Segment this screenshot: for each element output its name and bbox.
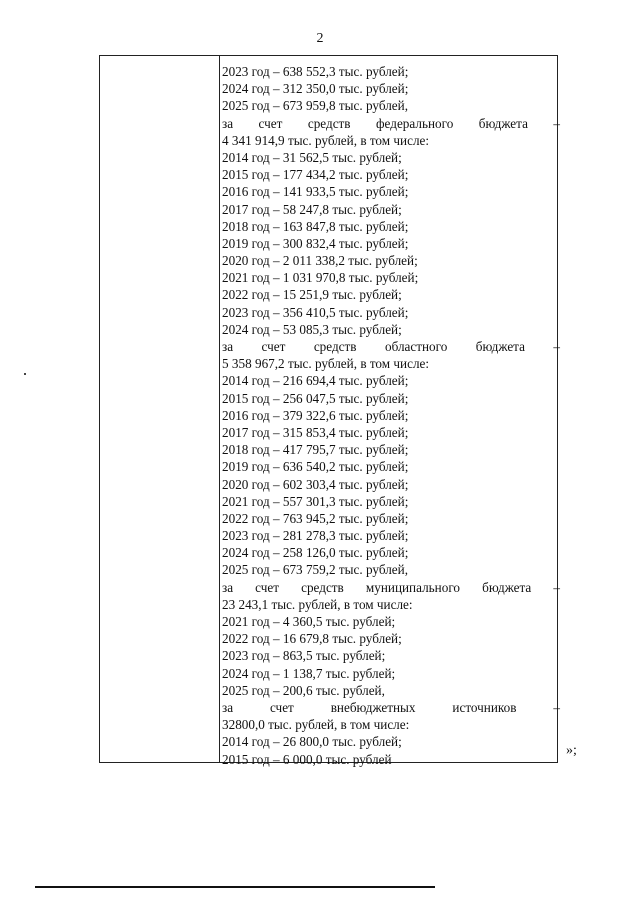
heading-word: за [222, 699, 234, 715]
funding-line: 2023 год – 863,5 тыс. рублей; [222, 648, 386, 664]
heading-word: средств [313, 339, 357, 354]
funding-line: 5 358 967,2 тыс. рублей, в том числе: [222, 356, 430, 372]
funding-line: 32800,0 тыс. рублей, в том числе: [222, 717, 410, 733]
funding-line: 4 341 914,9 тыс. рублей, в том числе: [222, 132, 430, 148]
funding-source-heading [222, 338, 560, 355]
funding-line: 2021 год – 1 031 970,8 тыс. рублей; [222, 270, 419, 286]
heading-word: за [222, 115, 234, 131]
heading-word: – [553, 339, 560, 354]
funding-line: 23 243,1 тыс. рублей, в том числе: [222, 596, 413, 612]
funding-source-heading [222, 115, 560, 132]
heading-word: счет [261, 339, 286, 354]
heading-word: бюджета [482, 579, 532, 595]
funding-line: 2023 год – 356 410,5 тыс. рублей; [222, 304, 409, 320]
funding-line: 2021 год – 557 301,3 тыс. рублей; [222, 493, 409, 509]
funding-source-heading [222, 699, 560, 716]
funding-line: 2025 год – 673 759,2 тыс. рублей, [222, 562, 408, 578]
heading-word: внебюджетных [330, 699, 416, 715]
funding-line: 2020 год – 2 011 338,2 тыс. рублей; [222, 253, 418, 269]
footer-rule [35, 886, 435, 888]
heading-word: бюджета [478, 115, 528, 131]
funding-line: 2024 год – 53 085,3 тыс. рублей; [222, 321, 402, 337]
funding-line: 2018 год – 163 847,8 тыс. рублей; [222, 218, 409, 234]
funding-line: 2017 год – 58 247,8 тыс. рублей; [222, 201, 402, 217]
funding-line: 2018 год – 417 795,7 тыс. рублей; [222, 442, 409, 458]
funding-line: 2025 год – 200,6 тыс. рублей, [222, 682, 385, 698]
funding-line: 2022 год – 763 945,2 тыс. рублей; [222, 510, 409, 526]
funding-line: 2017 год – 315 853,4 тыс. рублей; [222, 424, 409, 440]
funding-line: 2015 год – 6 000,0 тыс. рублей [222, 751, 392, 767]
heading-word: – [553, 699, 560, 715]
heading-word: источников [452, 699, 517, 715]
heading-word: бюджета [475, 339, 525, 354]
funding-line: 2022 год – 16 679,8 тыс. рублей; [222, 631, 402, 647]
heading-word: счет [269, 699, 294, 715]
funding-line: 2020 год – 602 303,4 тыс. рублей; [222, 476, 409, 492]
heading-word: средств [307, 115, 351, 131]
funding-line: 2015 год – 256 047,5 тыс. рублей; [222, 390, 409, 406]
heading-word: за [222, 579, 234, 595]
heading-word: – [553, 115, 560, 131]
heading-word: счет [255, 579, 280, 595]
closing-quote: »; [566, 743, 577, 758]
funding-line: 2015 год – 177 434,2 тыс. рублей; [222, 167, 409, 183]
column-divider [219, 56, 220, 762]
scan-dot [24, 373, 26, 375]
funding-line: 2014 год – 216 694,4 тыс. рублей; [222, 373, 409, 389]
budget-table [99, 55, 560, 767]
heading-word: счет [258, 115, 283, 131]
page-number: 2 [316, 31, 324, 46]
heading-word: областного [384, 339, 448, 354]
funding-line: 2023 год – 638 552,3 тыс. рублей; [222, 64, 409, 79]
funding-line: 2016 год – 379 322,6 тыс. рублей; [222, 407, 409, 423]
funding-line: 2025 год – 673 959,8 тыс. рублей, [222, 98, 408, 114]
funding-text-cell [222, 63, 560, 768]
funding-line: 2021 год – 4 360,5 тыс. рублей; [222, 614, 396, 629]
funding-line: 2022 год – 15 251,9 тыс. рублей; [222, 287, 402, 303]
funding-line: 2024 год – 258 126,0 тыс. рублей; [222, 545, 409, 561]
heading-word: федерального [376, 115, 454, 131]
funding-line: 2024 год – 312 350,0 тыс. рублей; [222, 81, 409, 97]
funding-line: 2023 год – 281 278,3 тыс. рублей; [222, 528, 409, 544]
funding-line: 2019 год – 300 832,4 тыс. рублей; [222, 235, 409, 251]
funding-line: 2019 год – 636 540,2 тыс. рублей; [222, 459, 409, 475]
heading-word: муниципального [365, 579, 461, 595]
funding-line: 2014 год – 31 562,5 тыс. рублей; [222, 149, 402, 165]
funding-source-heading [222, 579, 560, 596]
funding-line: 2014 год – 26 800,0 тыс. рублей; [222, 734, 402, 750]
funding-line: 2024 год – 1 138,7 тыс. рублей; [222, 665, 396, 681]
funding-line: 2016 год – 141 933,5 тыс. рублей; [222, 184, 409, 200]
heading-word: средств [301, 579, 344, 595]
heading-word: за [222, 339, 234, 354]
heading-word: – [553, 579, 560, 595]
